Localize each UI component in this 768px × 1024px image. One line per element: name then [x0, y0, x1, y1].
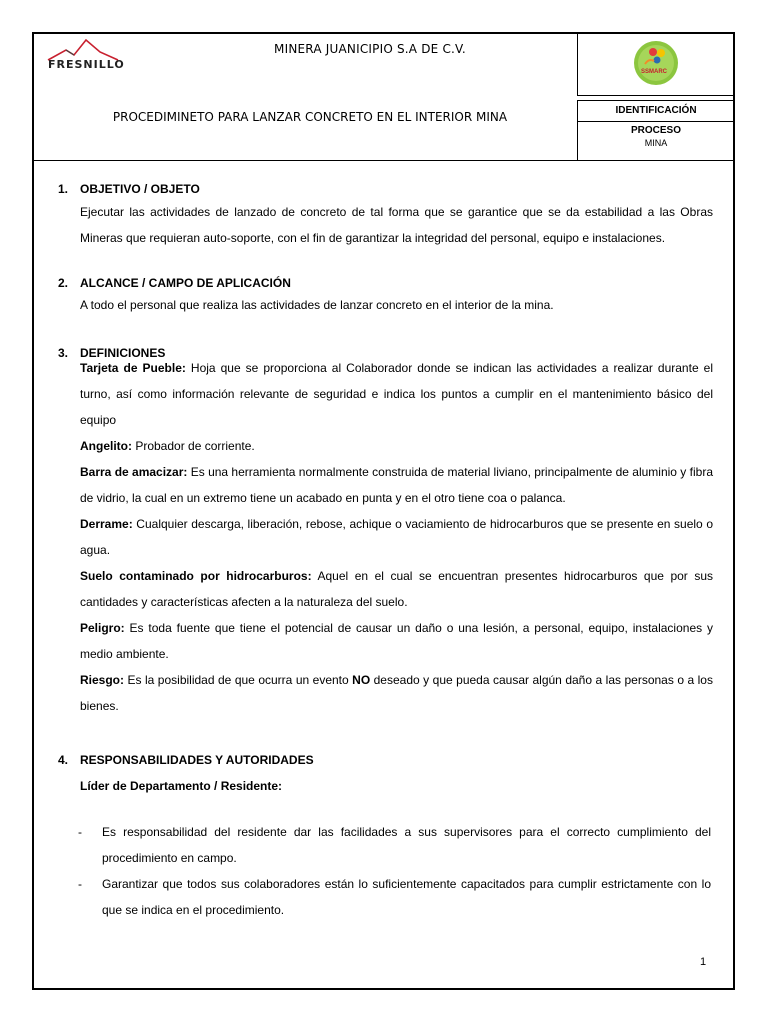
definition-item	[80, 433, 713, 459]
definition-text: Es una herramienta normalmente construida de material liviano, principalmente de aluminio y fibra de vidrio, la cual en un extremo tiene un acabado en punta y en el otro tiene coa o palanca.	[80, 465, 713, 505]
fresnillo-logo	[44, 38, 124, 72]
fresnillo-logo-text: FRESNILLO	[48, 58, 125, 71]
definition-term: Peligro:	[80, 621, 125, 635]
process-label: PROCESO	[630, 125, 681, 136]
company-name: MINERA JUANICIPIO S.A DE C.V.	[274, 42, 466, 56]
section-title: ALCANCE / CAMPO DE APLICACIÓN	[80, 276, 291, 290]
definition-term: Riesgo:	[80, 673, 125, 687]
bullet-marker: -	[78, 825, 82, 839]
definition-term: Tarjeta de Pueble:	[80, 361, 186, 375]
definition-term: Angelito:	[80, 439, 132, 453]
identification-box	[577, 100, 735, 161]
section-title: OBJETIVO / OBJETO	[80, 182, 200, 196]
definition-item	[80, 563, 713, 615]
section-title: DEFINICIONES	[80, 346, 166, 360]
definition-emphasis: NO	[352, 673, 371, 687]
definition-text: Aquel en el cual se encuentran presentes hidrocarburos que por sus cantidades y características afecten a la naturaleza del suelo.	[80, 569, 713, 609]
section-number: 2.	[58, 276, 69, 290]
definition-item	[80, 615, 713, 667]
definition-text: Es toda fuente que tiene el potencial de causar un daño o una lesión, a personal, equipo, instalaciones y medio ambiente.	[80, 621, 713, 661]
definition-item	[80, 511, 713, 563]
definition-text: Probador de corriente.	[132, 439, 255, 453]
process-value: MINA	[644, 138, 668, 148]
list-item-text: Es responsabilidad del residente dar las facilidades a sus supervisores para el correcto cumplimiento del procedimiento en campo.	[102, 825, 711, 865]
definition-item	[80, 667, 713, 719]
ssmarc-badge-icon	[631, 38, 681, 88]
definition-text: Cualquier descarga, liberación, rebose, achique o vaciamiento de hidrocarburos que se presente en suelo o agua.	[80, 517, 713, 557]
definition-text: deseado y que pueda causar algún daño a las personas o a los bienes.	[80, 673, 713, 713]
badge-box	[577, 34, 734, 96]
page-number: 1	[700, 956, 707, 968]
definition-term: Barra de amacizar:	[80, 465, 188, 479]
identification-label: IDENTIFICACIÓN	[578, 101, 734, 122]
list-item-text: Garantizar que todos sus colaboradores están lo suficientemente capacitados para cumplir estrictamente con lo que se indica en el procedimiento.	[102, 877, 711, 917]
definition-text: Hoja que se proporciona al Colaborador donde se indican las actividades a realizar durante el turno, así como información relevante de seguridad e indica los puntos a cumplir en el mantenimiento básico del equipo	[80, 361, 713, 427]
bullet-marker: -	[78, 877, 82, 891]
section-number: 4.	[58, 753, 69, 767]
section-text: A todo el personal que realiza las actividades de lanzar concreto en el interior de la mina.	[80, 298, 554, 312]
definition-term: Suelo contaminado por hidrocarburos:	[80, 569, 312, 583]
section-title: RESPONSABILIDADES Y AUTORIDADES	[80, 753, 314, 767]
badge-text: SSMARC	[641, 69, 668, 75]
definition-term: Derrame:	[80, 517, 133, 531]
definition-text: Es la posibilidad de que ocurra un evento	[124, 673, 353, 687]
subsection-title: Líder de Departamento / Residente:	[80, 779, 283, 793]
section-number: 3.	[58, 346, 69, 360]
document-title: PROCEDIMINETO PARA LANZAR CONCRETO EN EL INTERIOR MINA	[112, 110, 508, 124]
definition-item	[80, 355, 713, 433]
header-divider	[34, 160, 579, 161]
section-number: 1.	[58, 182, 69, 196]
definition-item	[80, 459, 713, 511]
section-text: Ejecutar las actividades de lanzado de concreto de tal forma que se garantice que se da estabilidad a las Obras Mineras que requieran auto-soporte, con el fin de garantizar la integridad del personal, equipo e instalaciones.	[80, 205, 713, 245]
